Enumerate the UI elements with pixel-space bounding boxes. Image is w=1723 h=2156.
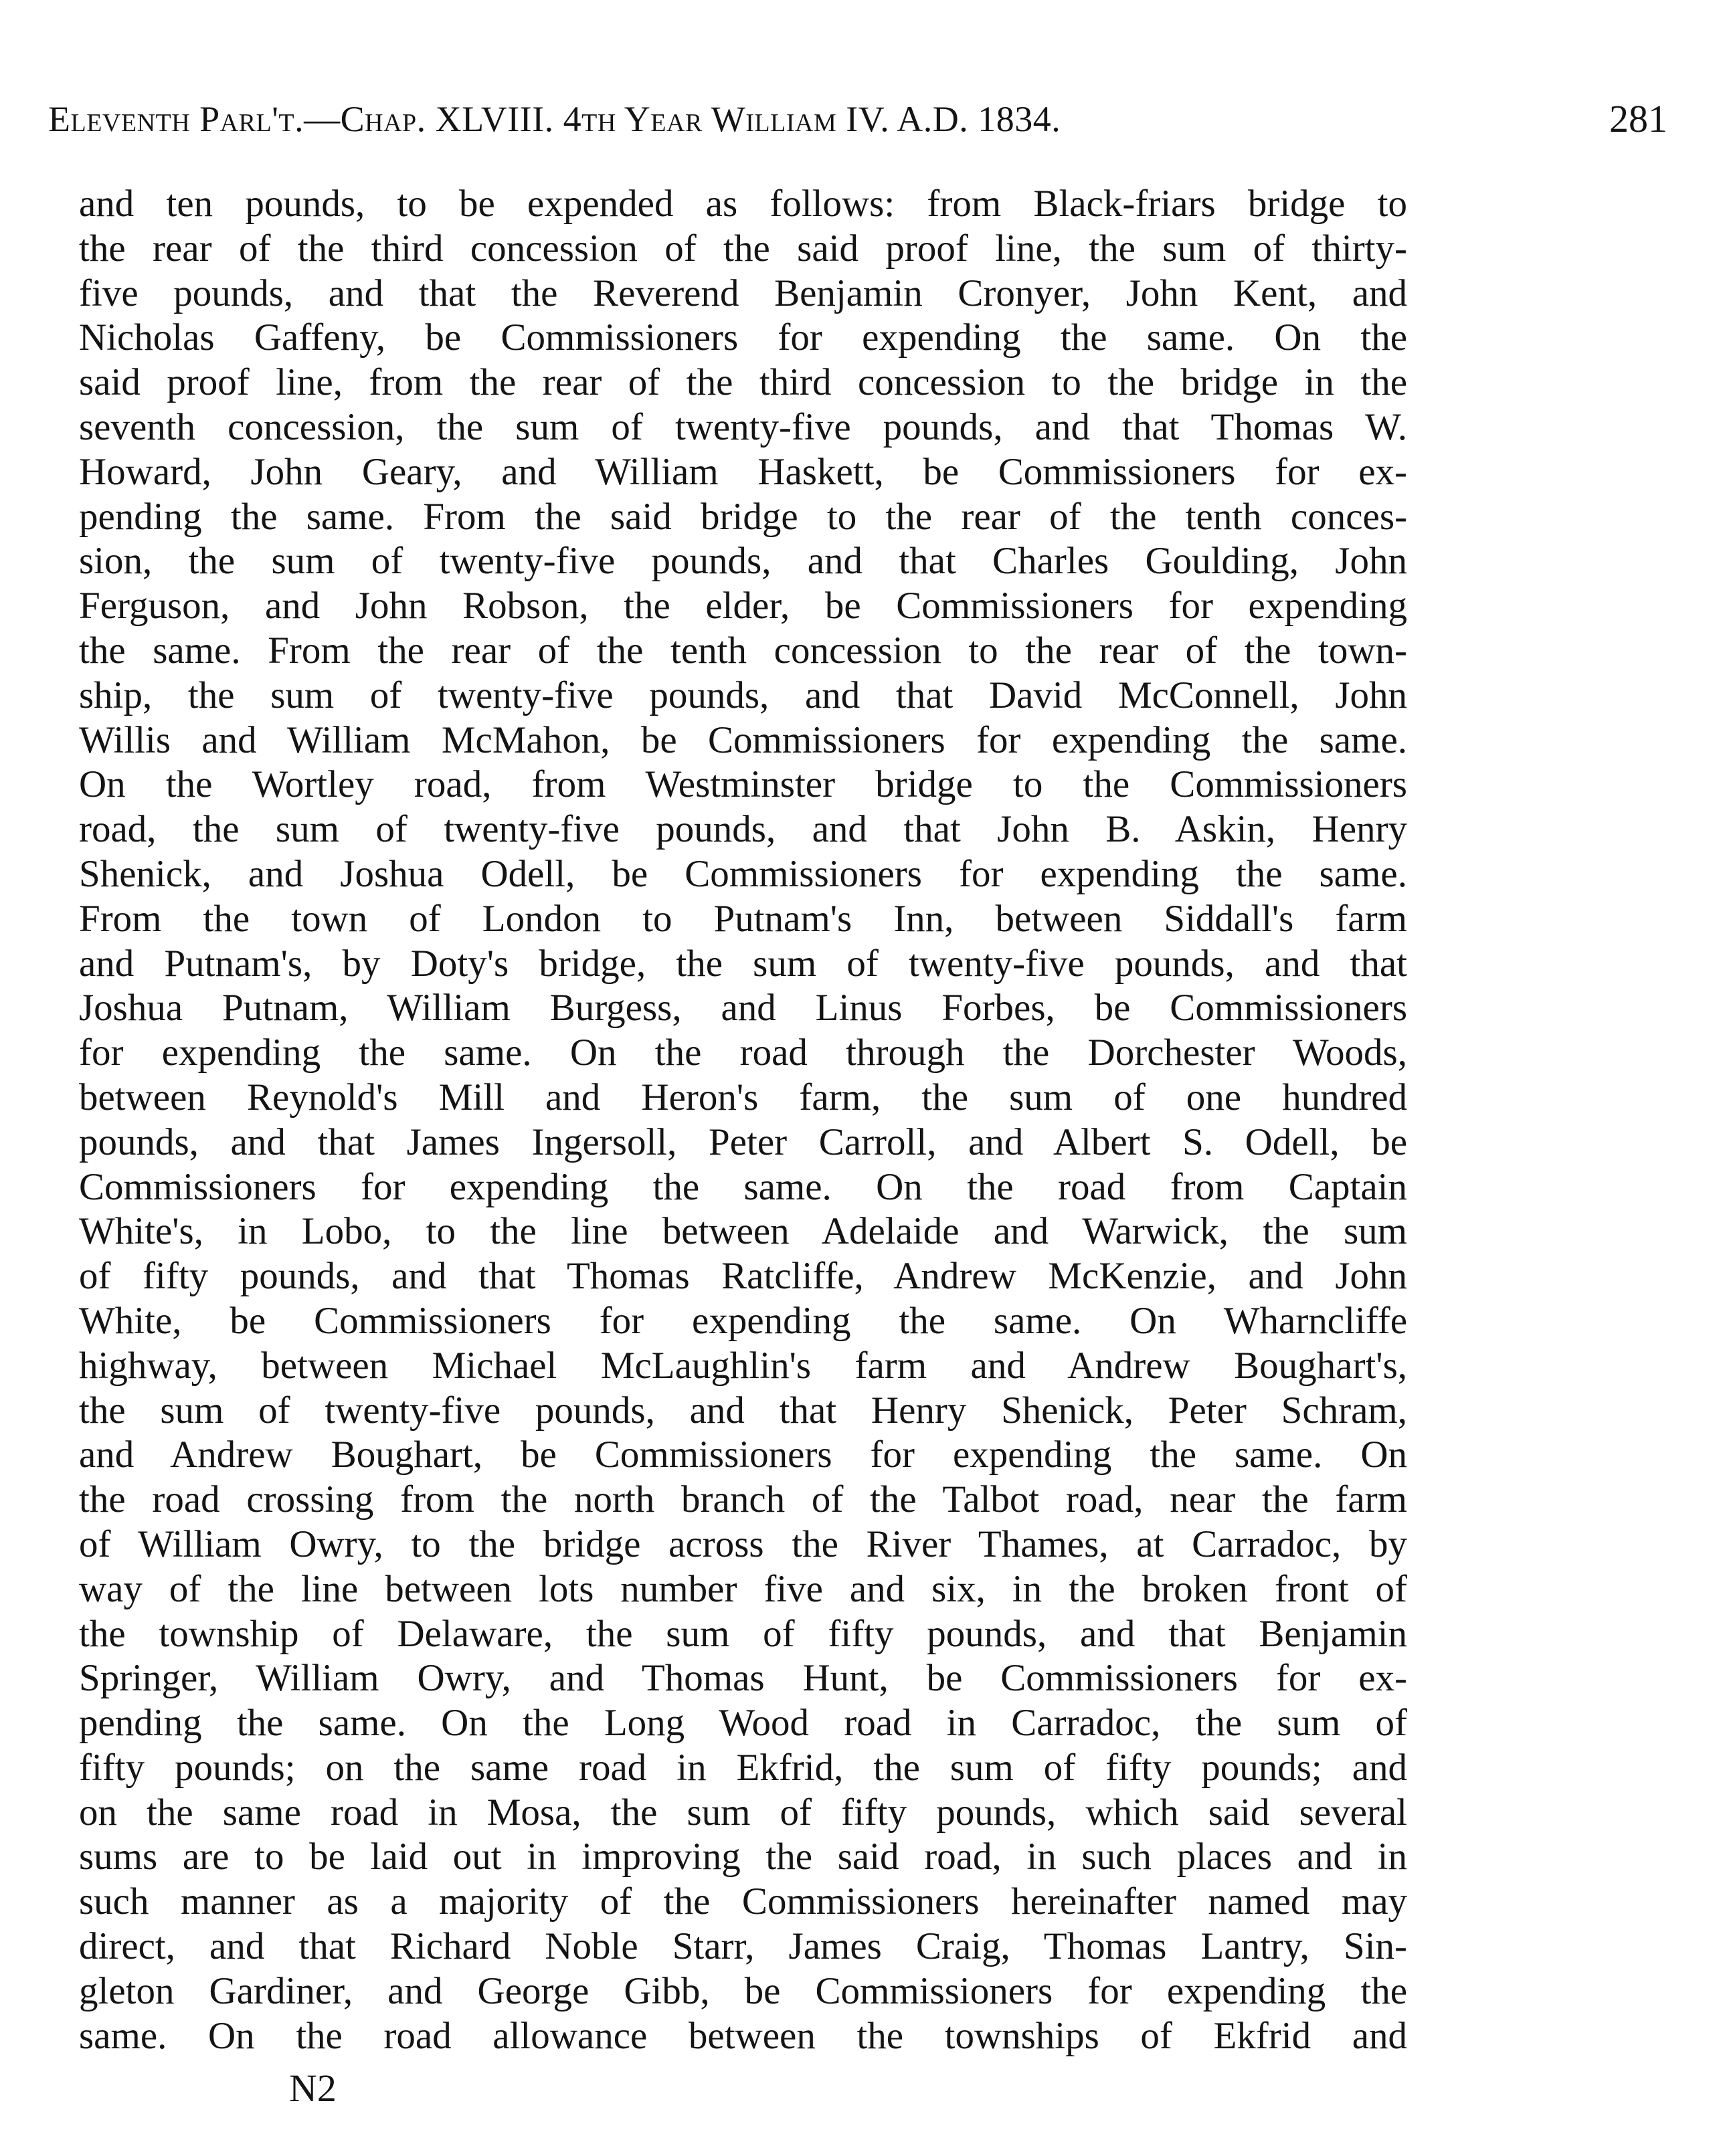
text-line: the sum of twenty-five pounds, and that Henry Shenick, Peter Schram, <box>79 1389 1407 1432</box>
text-line: Ferguson, and John Robson, the elder, be Commissioners for expending <box>79 585 1407 627</box>
text-line: of William Owry, to the bridge across the River Thames, at Carradoc, by <box>79 1523 1407 1565</box>
text-line: for expending the same. On the road through the Dorchester Woods, <box>79 1032 1407 1074</box>
running-header <box>48 92 1667 146</box>
text-line: of fifty pounds, and that Thomas Ratcliffe, Andrew McKenzie, and John <box>79 1255 1407 1298</box>
body-text <box>79 182 1407 2058</box>
text-line: the same. From the rear of the tenth concession to the rear of the town- <box>79 629 1407 672</box>
text-line: five pounds, and that the Reverend Benjamin Cronyer, John Kent, and <box>79 272 1407 314</box>
text-line: the rear of the third concession of the said proof line, the sum of thirty- <box>79 227 1407 270</box>
text-line: Springer, William Owry, and Thomas Hunt, be Commissioners for ex- <box>79 1657 1407 1700</box>
page-number: 281 <box>1609 97 1667 140</box>
text-line: on the same road in Mosa, the sum of fifty pounds, which said several <box>79 1791 1407 1834</box>
text-line: Joshua Putnam, William Burgess, and Linus Forbes, be Commissioners <box>79 987 1407 1030</box>
text-line: Willis and William McMahon, be Commissioners for expending the same. <box>79 718 1407 761</box>
text-line: way of the line between lots number five and six, in the broken front of <box>79 1567 1407 1610</box>
text-line: and Andrew Boughart, be Commissioners for expending the same. On <box>79 1434 1407 1476</box>
text-line: White's, in Lobo, to the line between Adelaide and Warwick, the sum <box>79 1210 1407 1253</box>
text-line: From the town of London to Putnam's Inn, between Siddall's farm <box>79 897 1407 940</box>
text-line: Commissioners for expending the same. On the road from Captain <box>79 1165 1407 1208</box>
text-line: the road crossing from the north branch of the Talbot road, near the farm <box>79 1478 1407 1521</box>
text-line: highway, between Michael McLaughlin's farm and Andrew Boughart's, <box>79 1344 1407 1387</box>
text-line: gleton Gardiner, and George Gibb, be Commissioners for expending the <box>79 1969 1407 2012</box>
text-line: between Reynold's Mill and Heron's farm, the sum of one hundred <box>79 1076 1407 1118</box>
text-line: road, the sum of twenty-five pounds, and that John B. Askin, Henry <box>79 808 1407 851</box>
text-line: Nicholas Gaffeny, be Commissioners for expending the same. On the <box>79 316 1407 359</box>
text-line: and Putnam's, by Doty's bridge, the sum of twenty-five pounds, and that <box>79 942 1407 985</box>
text-line: seventh concession, the sum of twenty-five pounds, and that Thomas W. <box>79 405 1407 448</box>
text-line: White, be Commissioners for expending the same. On Wharncliffe <box>79 1299 1407 1342</box>
text-line: ship, the sum of twenty-five pounds, and that David McConnell, John <box>79 674 1407 716</box>
text-line: said proof line, from the rear of the third concession to the bridge in the <box>79 361 1407 404</box>
text-line: and ten pounds, to be expended as follows: from Black-friars bridge to <box>79 183 1407 225</box>
text-line: Howard, John Geary, and William Haskett, be Commissioners for ex- <box>79 450 1407 493</box>
text-line: pending the same. On the Long Wood road in Carradoc, the sum of <box>79 1702 1407 1745</box>
text-line: pending the same. From the said bridge to the rear of the tenth conces- <box>79 495 1407 538</box>
header-title: Eleventh Parl't.—Chap. XLVIII. 4th Year William IV. A.D. 1834. <box>48 99 1061 139</box>
text-line: sums are to be laid out in improving the said road, in such places and in <box>79 1836 1407 1878</box>
signature-mark: N2 <box>289 2066 337 2110</box>
text-line: such manner as a majority of the Commissioners hereinafter named may <box>79 1880 1407 1923</box>
text-line: fifty pounds; on the same road in Ekfrid, the sum of fifty pounds; and <box>79 1746 1407 1789</box>
text-line: On the Wortley road, from Westminster bridge to the Commissioners <box>79 763 1407 806</box>
text-line: same. On the road allowance between the townships of Ekfrid and <box>79 2014 1407 2057</box>
text-line: sion, the sum of twenty-five pounds, and that Charles Goulding, John <box>79 540 1407 583</box>
text-line: Shenick, and Joshua Odell, be Commissioners for expending the same. <box>79 852 1407 895</box>
text-line: direct, and that Richard Noble Starr, James Craig, Thomas Lantry, Sin- <box>79 1925 1407 1968</box>
text-line: pounds, and that James Ingersoll, Peter Carroll, and Albert S. Odell, be <box>79 1120 1407 1163</box>
text-line: the township of Delaware, the sum of fifty pounds, and that Benjamin <box>79 1612 1407 1655</box>
